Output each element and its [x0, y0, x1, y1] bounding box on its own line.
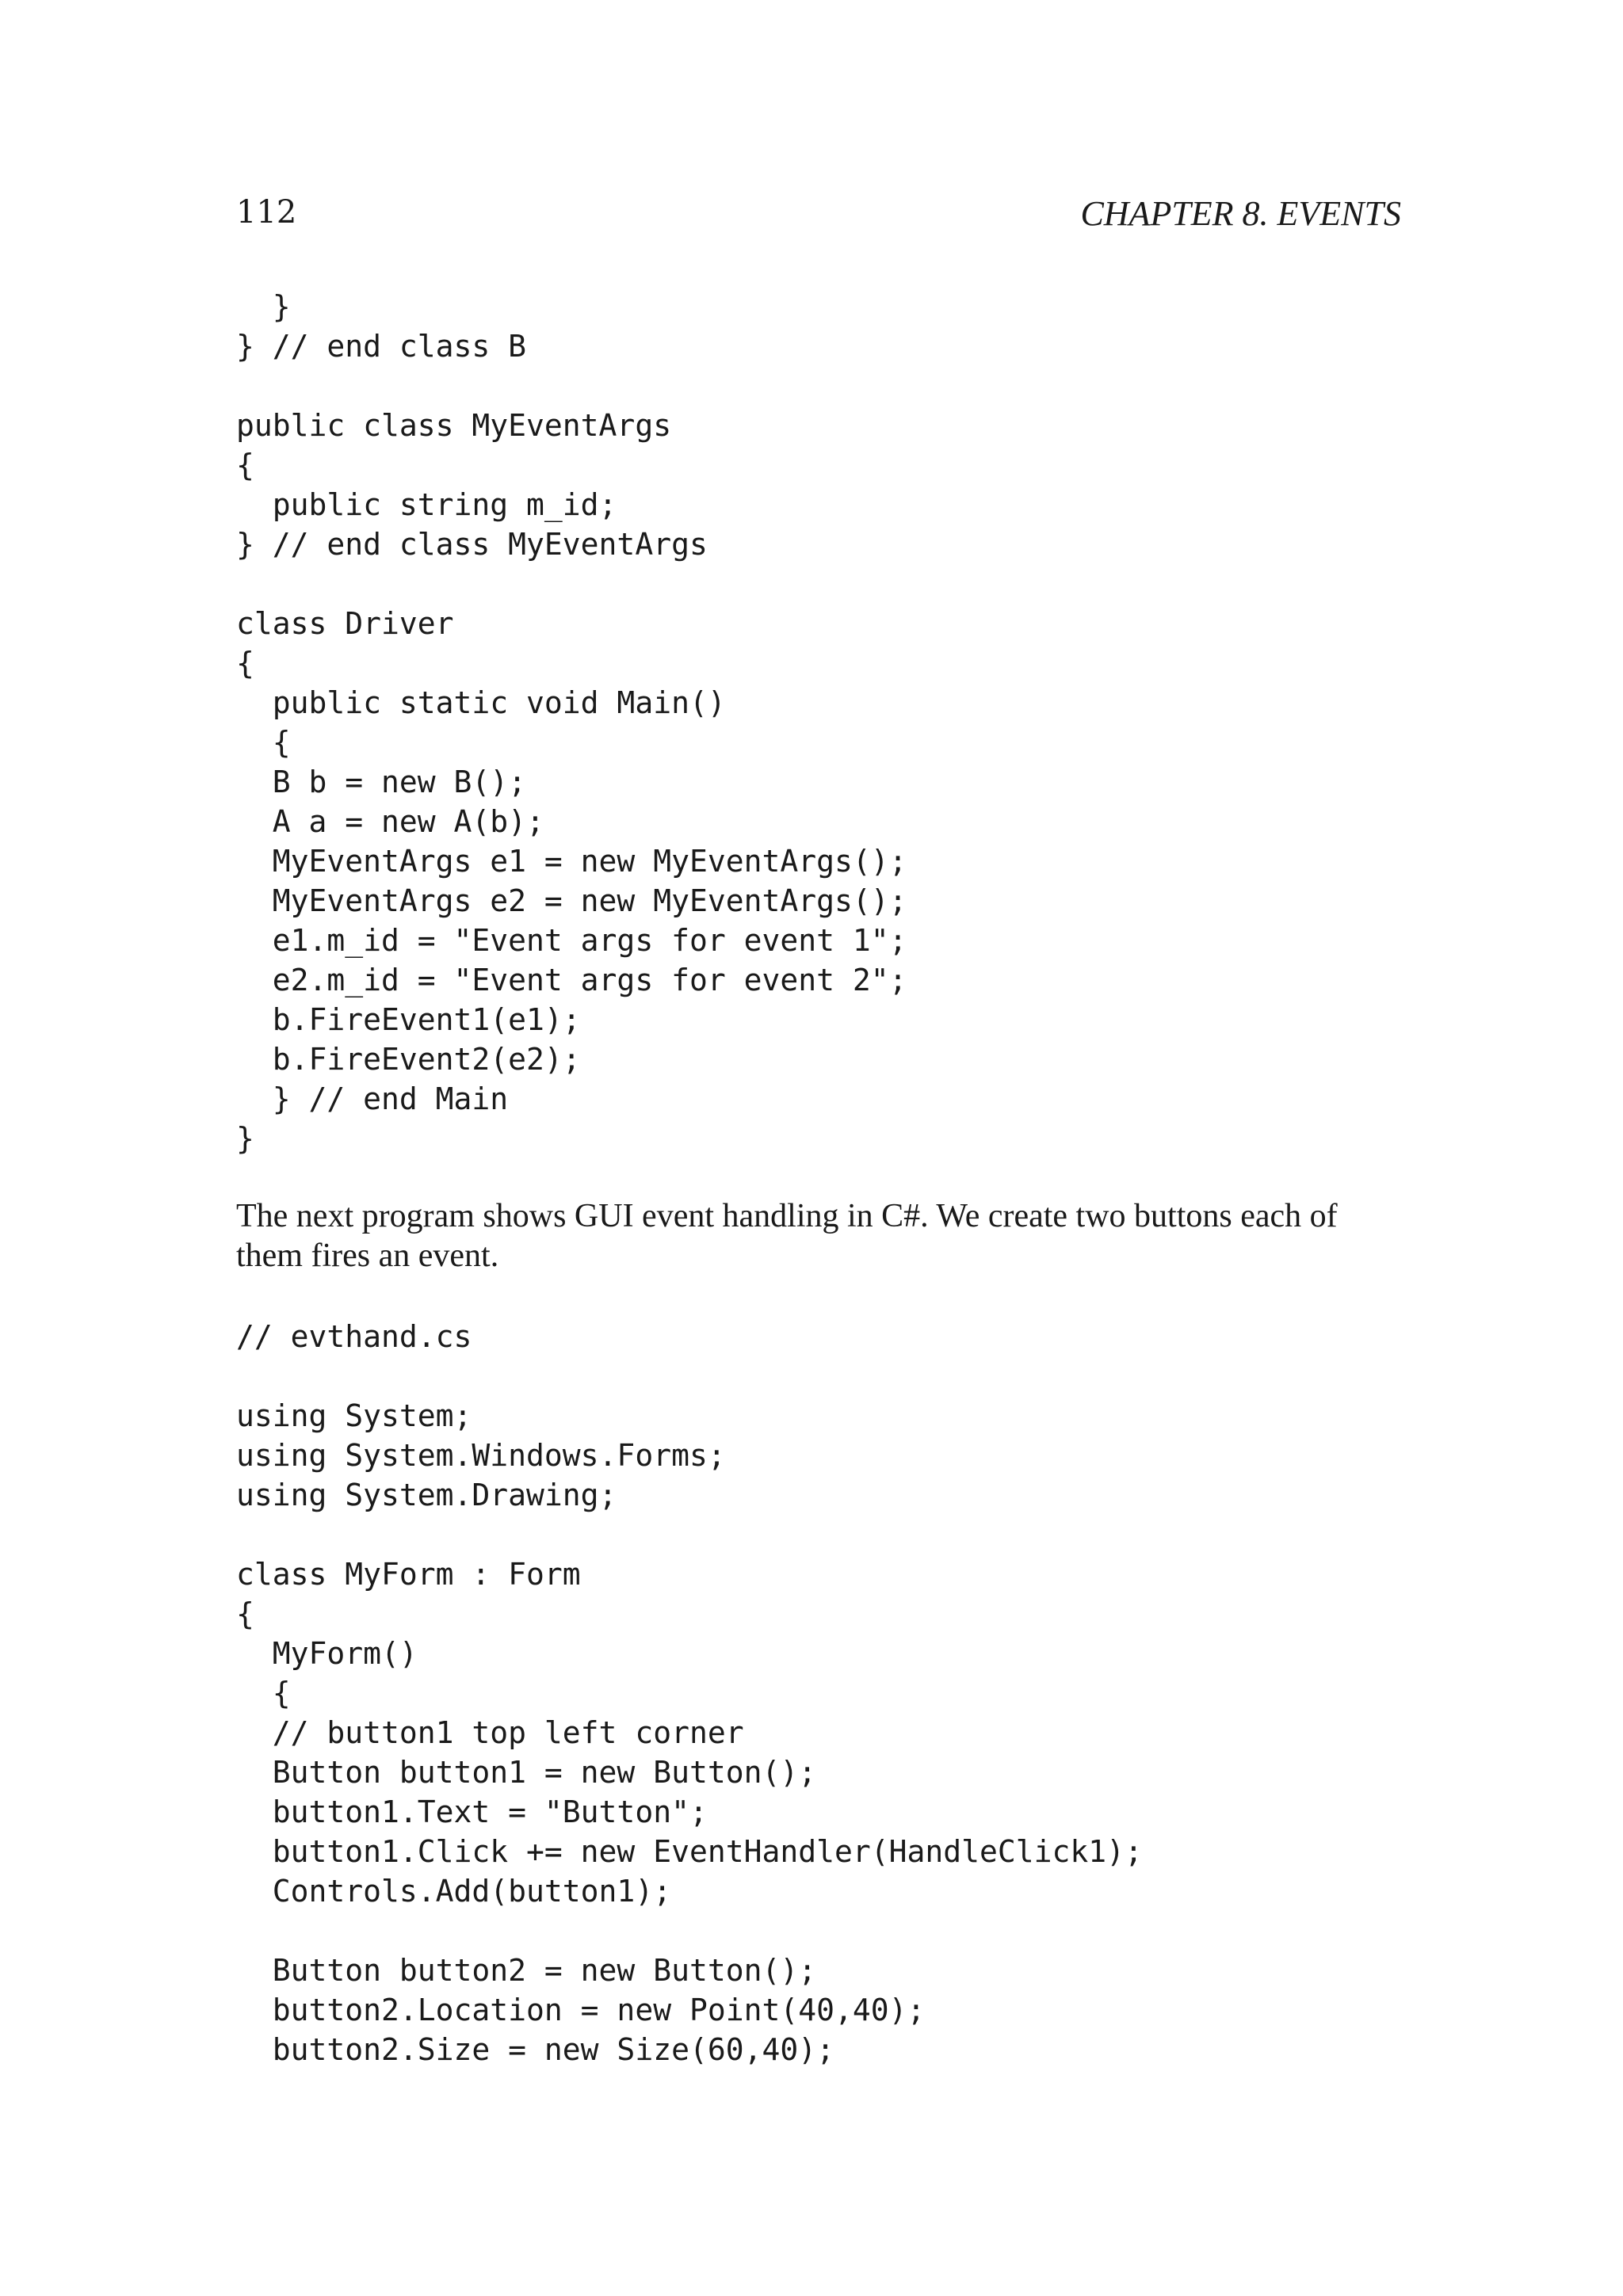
code-line: b.FireEvent1(e1);: [236, 1002, 581, 1037]
code-line: // evthand.cs: [236, 1319, 472, 1354]
code-line: } // end Main: [236, 1081, 509, 1116]
code-line: using System;: [236, 1398, 472, 1433]
code-line: using System.Windows.Forms;: [236, 1438, 726, 1473]
code-line: {: [236, 646, 254, 681]
code-line: Button button2 = new Button();: [236, 1953, 817, 1988]
code-line: [236, 564, 907, 604]
page-number: 112: [236, 194, 297, 231]
code-line: }: [236, 289, 291, 324]
code-block-evthand: [236, 1317, 1143, 2069]
code-line: {: [236, 1676, 291, 1711]
paragraph-gui-events: The next program shows GUI event handling in C#. We create two buttons each of them fires an event.: [236, 1198, 1338, 1274]
code-line: [236, 1356, 1143, 1396]
code-line: MyForm(): [236, 1636, 418, 1671]
code-line: {: [236, 1596, 254, 1631]
code-line: }: [236, 1121, 254, 1156]
code-line: // button1 top left corner: [236, 1715, 744, 1750]
code-line: A a = new A(b);: [236, 804, 544, 839]
code-line: MyEventArgs e1 = new MyEventArgs();: [236, 844, 907, 879]
code-line: e1.m_id = "Event args for event 1";: [236, 923, 907, 958]
code-line: public class MyEventArgs: [236, 408, 672, 443]
code-line: button1.Text = "Button";: [236, 1794, 708, 1829]
code-line: public static void Main(): [236, 685, 726, 720]
code-line: } // end class MyEventArgs: [236, 527, 708, 562]
code-line: button2.Size = new Size(60,40);: [236, 2032, 834, 2067]
code-line: e2.m_id = "Event args for event 2";: [236, 963, 907, 997]
code-line: using System.Drawing;: [236, 1478, 617, 1512]
code-line: {: [236, 448, 254, 482]
code-line: [236, 1911, 1143, 1951]
code-line: public string m_id;: [236, 487, 617, 522]
code-line: button1.Click += new EventHandler(HandleClick1);: [236, 1834, 1143, 1869]
code-block-driver: [236, 287, 907, 1158]
code-line: b.FireEvent2(e2);: [236, 1042, 581, 1077]
code-line: class MyForm : Form: [236, 1557, 581, 1592]
chapter-header: CHAPTER 8. EVENTS: [1080, 194, 1401, 233]
code-line: [236, 1515, 1143, 1554]
code-line: button2.Location = new Point(40,40);: [236, 1993, 926, 2027]
code-line: } // end class B: [236, 329, 527, 364]
code-line: [236, 366, 907, 406]
code-line: MyEventArgs e2 = new MyEventArgs();: [236, 883, 907, 918]
code-line: {: [236, 725, 291, 760]
code-line: Button button1 = new Button();: [236, 1755, 817, 1790]
code-line: B b = new B();: [236, 765, 527, 799]
code-line: Controls.Add(button1);: [236, 1874, 672, 1909]
code-line: class Driver: [236, 606, 454, 641]
